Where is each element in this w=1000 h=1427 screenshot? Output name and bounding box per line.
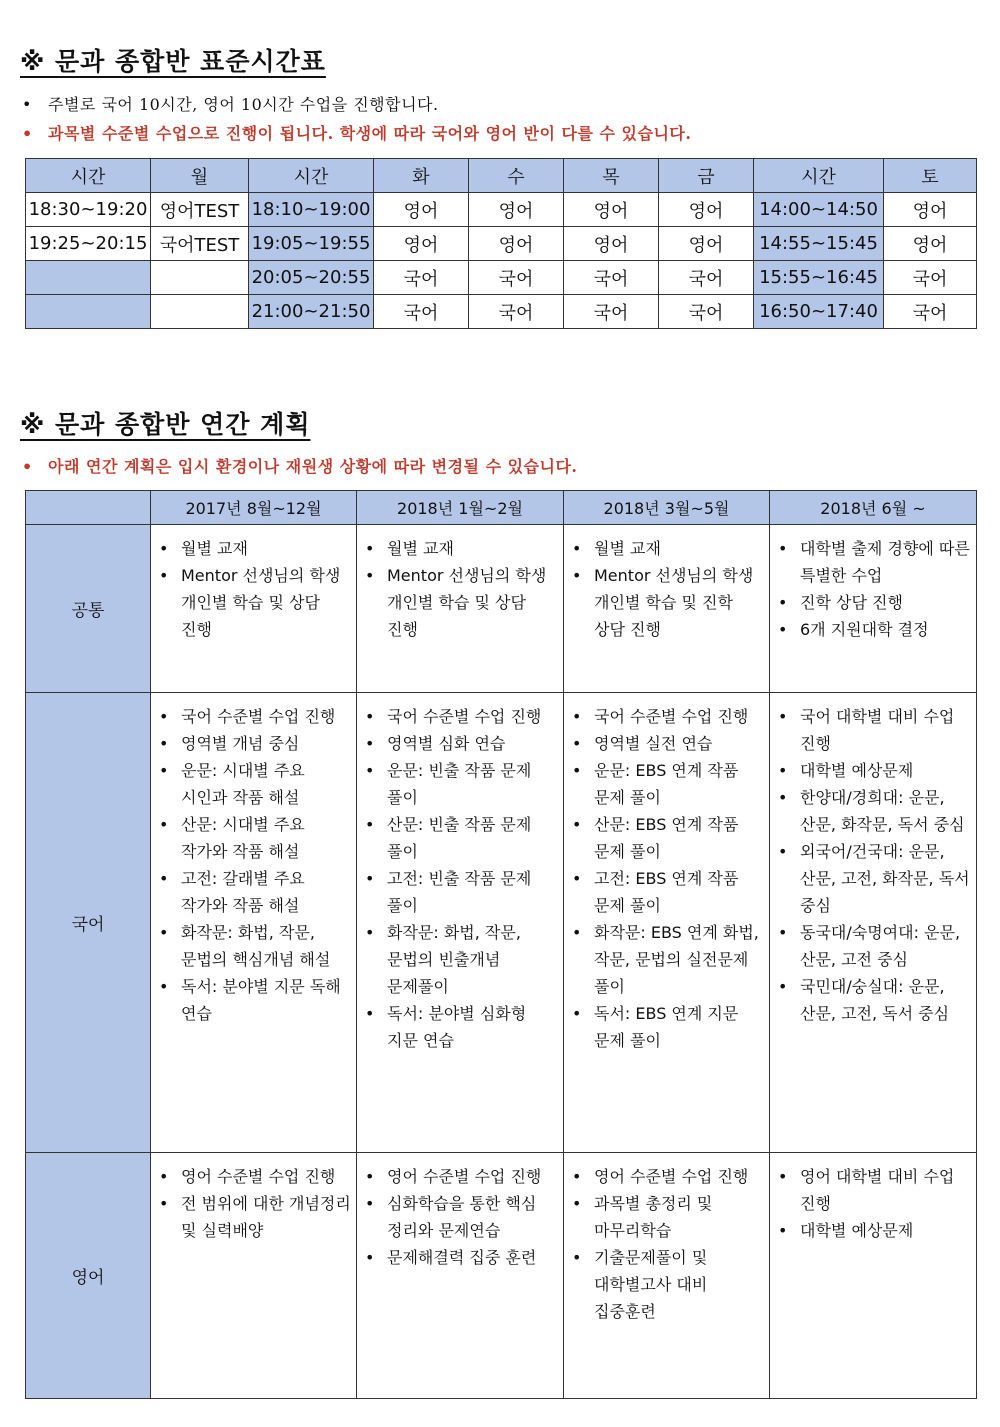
bullet-list [157, 703, 352, 1027]
header-time-1: 시간 [26, 159, 151, 193]
bullet-list [363, 535, 559, 643]
plan-cell [770, 525, 977, 693]
list-item: • 운문: 빈출 작품 문제 풀이 [363, 757, 559, 811]
list-item: • 6개 지원대학 결정 [776, 616, 972, 643]
bullet-list [570, 703, 765, 1054]
plan-cell [564, 525, 770, 693]
plan-title: ※ 문과 종합반 연간 계획 [20, 410, 311, 439]
list-item: • 산문: 시대별 주요 작가와 작품 해설 [157, 811, 352, 865]
list-item: • 월별 교재 [363, 535, 559, 562]
header-sat: 토 [884, 159, 977, 193]
plan-cell [357, 525, 564, 693]
list-item: • 영역별 실전 연습 [570, 730, 765, 757]
list-item: • 영어 대학별 대비 수업 진행 [776, 1163, 972, 1217]
plan-cell [564, 1153, 770, 1399]
list-item: • 고전: 갈래별 주요 작가와 작품 해설 [157, 865, 352, 919]
list-item: • 영어 수준별 수업 진행 [157, 1163, 352, 1190]
class-cell: 영어 [564, 227, 659, 261]
bullet-icon: • [22, 95, 32, 114]
list-item: • 화작문: EBS 연계 화법, 작문, 문법의 실전문제 풀이 [570, 919, 765, 1000]
plan-header-period: 2018년 6월 ~ [770, 491, 977, 525]
plan-cell [151, 525, 357, 693]
list-item: • 영어 수준별 수업 진행 [570, 1163, 765, 1190]
bullet-list [157, 1163, 352, 1244]
plan-cell [357, 693, 564, 1153]
plan-cell [770, 1153, 977, 1399]
table-row [26, 193, 977, 227]
list-item: • Mentor 선생님의 학생 개인별 학습 및 진학 상담 진행 [570, 562, 765, 643]
row-label: 국어 [26, 693, 151, 1153]
list-item: • 진학 상담 진행 [776, 589, 972, 616]
bullet-list [776, 1163, 972, 1244]
class-cell: 국어 [564, 261, 659, 295]
list-item: • 동국대/숙명여대: 운문, 산문, 고전 중심 [776, 919, 972, 973]
list-item: • 고전: 빈출 작품 문제 풀이 [363, 865, 559, 919]
class-cell: 국어 [884, 295, 977, 329]
list-item: • 영어 수준별 수업 진행 [363, 1163, 559, 1190]
list-item: • 문제해결력 집중 훈련 [363, 1244, 559, 1271]
list-item: • Mentor 선생님의 학생 개인별 학습 및 상담 진행 [157, 562, 352, 643]
class-cell: 영어 [564, 193, 659, 227]
time-cell: 15:55~16:45 [754, 261, 884, 295]
class-cell: 영어 [884, 193, 977, 227]
class-cell: 영어 [659, 227, 754, 261]
bullet-icon: • [22, 124, 33, 143]
timetable-title: ※ 문과 종합반 표준시간표 [20, 47, 326, 76]
class-cell: 영어 [884, 227, 977, 261]
table-row [26, 261, 977, 295]
class-cell: 영어 [469, 193, 564, 227]
header-thu: 목 [564, 159, 659, 193]
class-cell: 국어 [374, 261, 469, 295]
plan-header-corner [26, 491, 151, 525]
list-item: • 운문: EBS 연계 작품 문제 풀이 [570, 757, 765, 811]
timetable-header-row [26, 159, 977, 193]
bullet-list [570, 1163, 765, 1325]
list-item: • 고전: EBS 연계 작품 문제 풀이 [570, 865, 765, 919]
bullet-list [776, 703, 972, 1027]
timetable-table [25, 158, 977, 329]
list-item: • 한양대/경희대: 운문, 산문, 화작문, 독서 중심 [776, 784, 972, 838]
time-cell: 14:55~15:45 [754, 227, 884, 261]
list-item: • 심화학습을 통한 핵심 정리와 문제연습 [363, 1190, 559, 1244]
class-cell: 국어 [659, 261, 754, 295]
row-label: 공통 [26, 525, 151, 693]
time-cell [26, 295, 151, 329]
list-item: • 대학별 예상문제 [776, 1217, 972, 1244]
plan-row-english [26, 1153, 977, 1399]
time-cell: 18:30~19:20 [26, 193, 151, 227]
time-cell: 14:00~14:50 [754, 193, 884, 227]
plan-cell [564, 693, 770, 1153]
class-cell: 영어TEST [151, 193, 249, 227]
time-cell: 19:05~19:55 [249, 227, 374, 261]
list-item: • 국어 대학별 대비 수업 진행 [776, 703, 972, 757]
table-row [26, 295, 977, 329]
header-tue: 화 [374, 159, 469, 193]
list-item: • 화작문: 화법, 작문, 문법의 핵심개념 해설 [157, 919, 352, 973]
time-cell: 16:50~17:40 [754, 295, 884, 329]
plan-cell [151, 1153, 357, 1399]
time-cell: 19:25~20:15 [26, 227, 151, 261]
header-fri: 금 [659, 159, 754, 193]
list-item: • 산문: 빈출 작품 문제 풀이 [363, 811, 559, 865]
class-cell: 국어 [884, 261, 977, 295]
class-cell: 영어 [374, 193, 469, 227]
plan-header-period: 2018년 1월~2월 [357, 491, 564, 525]
list-item: • 산문: EBS 연계 작품 문제 풀이 [570, 811, 765, 865]
class-cell [151, 261, 249, 295]
list-item: • 독서: EBS 연계 지문 문제 풀이 [570, 1000, 765, 1054]
bullet-list [157, 535, 352, 643]
plan-cell [770, 693, 977, 1153]
class-cell: 국어TEST [151, 227, 249, 261]
list-item: • 국어 수준별 수업 진행 [363, 703, 559, 730]
plan-row-korean [26, 693, 977, 1153]
bullet-icon: • [22, 457, 33, 476]
timetable-note-1 [22, 92, 439, 115]
header-time-2: 시간 [249, 159, 374, 193]
class-cell: 영어 [659, 193, 754, 227]
annual-plan-table [25, 490, 977, 1399]
class-cell: 국어 [374, 295, 469, 329]
list-item: • Mentor 선생님의 학생 개인별 학습 및 상담 진행 [363, 562, 559, 643]
list-item: • 외국어/건국대: 운문, 산문, 고전, 화작문, 독서 중심 [776, 838, 972, 919]
plan-cell [151, 693, 357, 1153]
list-item: • 기출문제풀이 및 대학별고사 대비 집중훈련 [570, 1244, 765, 1325]
plan-header-period: 2018년 3월~5월 [564, 491, 770, 525]
list-item: • 전 범위에 대한 개념정리 및 실력배양 [157, 1190, 352, 1244]
plan-header-period: 2017년 8월~12월 [151, 491, 357, 525]
class-cell: 국어 [469, 261, 564, 295]
plan-cell [357, 1153, 564, 1399]
time-cell: 18:10~19:00 [249, 193, 374, 227]
list-item: • 국어 수준별 수업 진행 [570, 703, 765, 730]
bullet-list [363, 703, 559, 1054]
plan-row-common [26, 525, 977, 693]
class-cell: 영어 [469, 227, 564, 261]
list-item: • 과목별 총정리 및 마무리학습 [570, 1190, 765, 1244]
time-cell: 20:05~20:55 [249, 261, 374, 295]
list-item: • 독서: 분야별 심화형 지문 연습 [363, 1000, 559, 1054]
note-text: 아래 연간 계획은 입시 환경이나 재원생 상황에 따라 변경될 수 있습니다. [48, 457, 578, 476]
list-item: • 영역별 개념 중심 [157, 730, 352, 757]
list-item: • 월별 교재 [570, 535, 765, 562]
time-cell [26, 261, 151, 295]
note-text: 과목별 수준별 수업으로 진행이 됩니다. 학생에 따라 국어와 영어 반이 다를 수 있습니다. [48, 124, 692, 143]
note-text: 주별로 국어 10시간, 영어 10시간 수업을 진행합니다. [48, 95, 439, 114]
row-label: 영어 [26, 1153, 151, 1399]
bullet-list [363, 1163, 559, 1271]
list-item: • 영역별 심화 연습 [363, 730, 559, 757]
header-wed: 수 [469, 159, 564, 193]
class-cell [151, 295, 249, 329]
list-item: • 대학별 예상문제 [776, 757, 972, 784]
class-cell: 국어 [469, 295, 564, 329]
bullet-list [776, 535, 972, 643]
list-item: • 화작문: 화법, 작문, 문법의 빈출개념 문제풀이 [363, 919, 559, 1000]
list-item: • 국어 수준별 수업 진행 [157, 703, 352, 730]
plan-header-row [26, 491, 977, 525]
list-item: • 운문: 시대별 주요 시인과 작품 해설 [157, 757, 352, 811]
header-time-3: 시간 [754, 159, 884, 193]
table-row [26, 227, 977, 261]
time-cell: 21:00~21:50 [249, 295, 374, 329]
bullet-list [570, 535, 765, 643]
list-item: • 국민대/숭실대: 운문, 산문, 고전, 독서 중심 [776, 973, 972, 1027]
class-cell: 국어 [659, 295, 754, 329]
class-cell: 영어 [374, 227, 469, 261]
list-item: • 독서: 분야별 지문 독해 연습 [157, 973, 352, 1027]
class-cell: 국어 [564, 295, 659, 329]
timetable-note-2 [22, 121, 691, 144]
header-mon: 월 [151, 159, 249, 193]
plan-note [22, 454, 578, 477]
list-item: • 월별 교재 [157, 535, 352, 562]
list-item: • 대학별 출제 경향에 따른 특별한 수업 [776, 535, 972, 589]
